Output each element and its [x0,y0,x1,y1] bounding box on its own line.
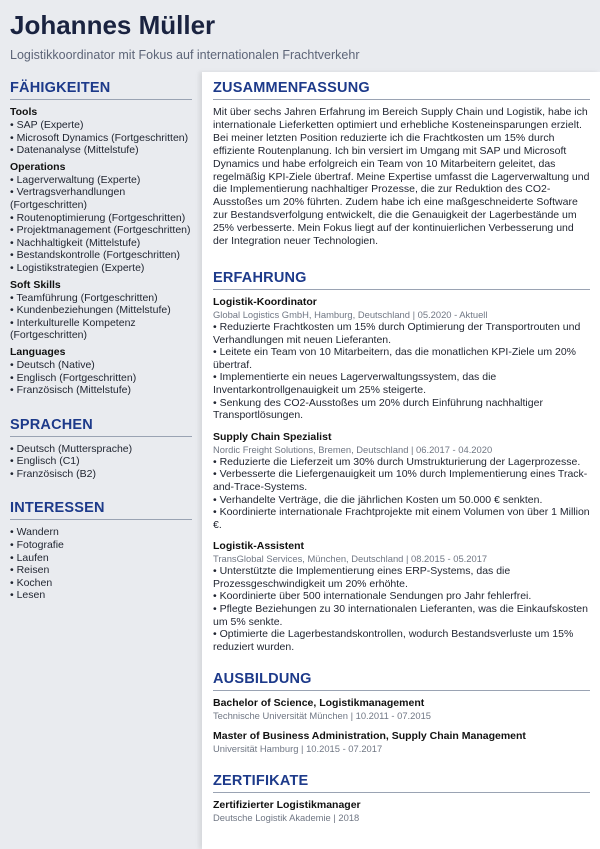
education-heading: AUSBILDUNG [213,671,590,691]
interest-item: • Reisen [10,564,50,577]
job-entry [213,431,590,532]
job-bullet: • Reduzierte die Lieferzeit um 30% durch Umstrukturierung der Lagerprozesse. [213,455,581,468]
main-content [202,72,600,849]
certificate-meta: Deutsche Logistik Akademie | 2018 [213,812,360,824]
skill-item: • SAP (Experte) [10,119,84,131]
job-meta: Global Logistics GmbH, Hamburg, Deutschland | 05.2020 - Aktuell [213,308,488,320]
job-bullet: • Senkung des CO2-Ausstoßes um 20% durch Einführung nachhaltiger Transportlösungen. [213,396,543,422]
skill-item: • Bestandskontrolle (Fortgeschritten) [10,249,180,262]
skill-item: • Projektmanagement (Fortgeschritten) [10,224,191,237]
job-title: Logistik-Assistent [213,540,305,553]
certificate-title: Zertifizierter Logistikmanager [213,799,361,812]
resume-header [0,0,600,72]
language-item: • Deutsch (Muttersprache) [10,442,133,455]
skill-category-title: Operations [10,160,66,173]
skills-heading: FÄHIGKEITEN [10,80,192,100]
job-bullet: • Verhandelte Verträge, die die jährlichen Kosten um 50.000 € senkten. [213,493,543,506]
skill-item: • Nachhaltigkeit (Mittelstufe) [10,236,141,249]
skill-item: • Interkulturelle Kompetenz (Fortgeschritten) [10,316,136,342]
interests-heading: INTERESSEN [10,500,192,520]
skill-item: • Lagerverwaltung (Experte) [10,173,141,186]
certificates-heading: ZERTIFIKATE [213,773,590,793]
job-bullet: • Implementierte ein neues Lagerverwaltungssystem, das die Inventarkontrollgenauigkeit um 25% steigerte. [213,371,497,396]
job-entry [213,296,590,422]
certificate-entry [213,799,590,824]
job-bullet: • Koordinierte internationale Frachtprojekte mit einem Volumen von über 1 Million €. [213,506,590,531]
job-bullet: • Verbesserte die Liefergenauigkeit um 10% durch Implementierung eines Track-and-Trace-Systems. [213,468,588,493]
skill-item: • Englisch (Fortgeschritten) [10,371,137,384]
job-headline: Logistikkoordinator mit Fokus auf internationalen Frachtverkehr [10,48,360,62]
job-bullet: • Koordinierte über 500 internationale Sendungen pro Jahr fehlerfrei. [213,590,532,603]
job-title: Supply Chain Spezialist [213,430,332,443]
certificates-section [213,773,590,824]
experience-heading: ERFAHRUNG [213,270,590,290]
education-entry [213,730,590,755]
job-title: Logistik-Koordinator [213,295,317,308]
skill-item: • Datenanalyse (Mittelstufe) [10,144,139,157]
interest-item: • Kochen [10,576,53,589]
education-entry [213,697,590,722]
skill-item: • Kundenbeziehungen (Mittelstufe) [10,304,171,317]
job-meta: TransGlobal Services, München, Deutschland | 08.2015 - 05.2017 [213,553,488,565]
degree-title: Bachelor of Science, Logistikmanagement [213,697,425,710]
person-name: Johannes Müller [10,10,216,40]
experience-section [213,270,590,653]
interest-item: • Lesen [10,589,46,602]
skill-item: • Logistikstrategien (Experte) [10,261,145,274]
languages-heading: SPRACHEN [10,417,192,437]
job-bullet: • Reduzierte Frachtkosten um 15% durch Optimierung der Transportrouten und Verhandlungen mit neuen Lieferanten. [213,320,581,346]
interest-item: • Wandern [10,526,59,539]
skill-item: • Vertragsverhandlungen (Fortgeschritten) [10,186,126,211]
skill-category-title: Soft Skills [10,278,61,291]
job-bullet: • Leitete ein Team von 10 Mitarbeitern, das die monatlichen KPI-Ziele um 20% übertraf. [213,346,577,371]
skill-item: • Teamführung (Fortgeschritten) [10,291,158,304]
education-meta: Technische Universität München | 10.2011 - 07.2015 [213,710,432,722]
education-section [213,671,590,755]
job-bullet: • Unterstützte die Implementierung eines ERP-Systems, das die Prozessgeschwindigkeit um 20% erhöhte. [213,565,511,590]
language-item: • Französisch (B2) [10,467,96,480]
sidebar [0,72,202,849]
skill-category-title: Tools [10,106,38,118]
skill-item: • Routenoptimierung (Fortgeschritten) [10,211,186,224]
skill-category-title: Languages [10,345,66,358]
job-bullet: • Optimierte die Lagerbestandskontrollen, wodurch Bestandsverluste um 15% reduziert wurden. [213,628,574,653]
skill-item: • Microsoft Dynamics (Fortgeschritten) [10,131,189,144]
interest-item: • Laufen [10,551,49,564]
skill-item: • Französisch (Mittelstufe) [10,384,131,397]
interest-item: • Fotografie [10,539,64,552]
summary-section [213,80,590,248]
summary-heading: ZUSAMMENFASSUNG [213,80,590,100]
job-meta: Nordic Freight Solutions, Bremen, Deutschland | 06.2017 - 04.2020 [213,443,493,455]
skills-section [10,80,192,397]
summary-text: Mit über sechs Jahren Erfahrung im Bereich Supply Chain und Logistik, habe ich internationale Lieferketten optimiert und erhebliche Kosteneinsparungen erzielt. Bei meiner letzten Position reduzierte ich die Frachtkosten um 15% durch effiziente Routenplanung. Ich bin versiert im Umgang mit SAP und Microsoft Dynamics und habe erfolgreich ein Team von 10 Mitarbeitern geleitet, das regelmäßig KPI-Ziele übertraf. Meine Expertise umfasst die Lagerverwaltung und die Implementierung nachhaltiger Prozesse, die zur Reduktion des CO2-Ausstoßes um 20% führten. Zudem habe ich eine maßgeschneiderte Software zur Bestandsverfolgung entwickelt, die die Genauigkeit der Lagerbestände um 25% verbesserte. Mein Fokus liegt auf der kontinuierlichen Verbesserung und der Integration neuer Technologien. [213,106,590,248]
degree-title: Master of Business Administration, Supply Chain Management [213,730,526,743]
job-entry [213,540,590,653]
job-bullet: • Pflegte Beziehungen zu 30 internationalen Lieferanten, was die Einkaufskosten um 5% senkte. [213,603,588,628]
education-meta: Universität Hamburg | 10.2015 - 07.2017 [213,743,383,755]
language-item: • Englisch (C1) [10,455,80,468]
interests-section [10,500,192,602]
skill-item: • Deutsch (Native) [10,358,95,371]
languages-section [10,417,192,481]
